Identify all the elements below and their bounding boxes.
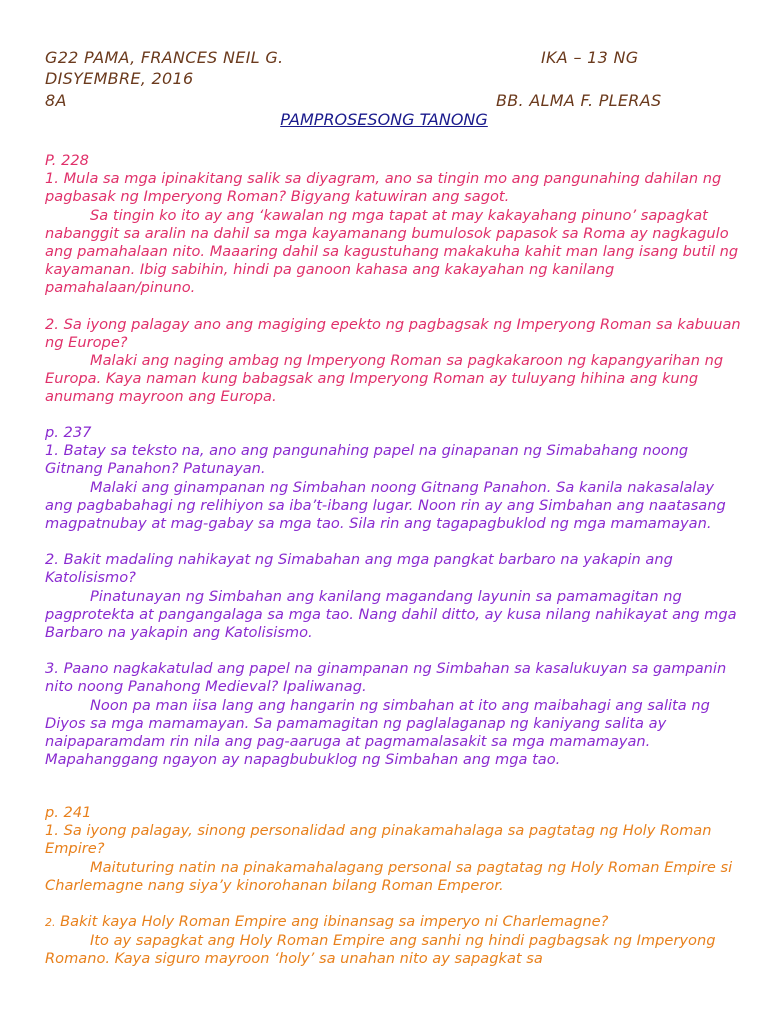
answer: Malaki ang ginampanan ng Simbahan noong Gitnang Panahon. Sa kanila nakasalalay ang pagbabahagi ng relihiyon sa iba’t-ibang lugar. Noon rin ay ang Simbahan ang naatasang magpatnubay at mag-gabay sa mga tao. Sila rin ang tagapagbuklod ng mga mamamayan. (45, 478, 726, 533)
question: 1. Sa iyong palagay, sinong personalidad ang pinakamahalaga sa pagtatag ng Holy Roman Empire? (45, 822, 712, 858)
student-name: G22 PAMA, FRANCES NEIL G. (45, 48, 284, 67)
answer: Ito ay sapagkat ang Holy Roman Empire ang sanhi ng hindi pagbagsak ng Imperyong Romano. Kaya siguro mayroon ‘holy’ sa unahan nito ay sapagkat sa (45, 932, 716, 968)
question: 1. Mula sa mga ipinakitang salik sa diyagram, ano sa tingin mo ang pangunahing dahilan ng pagbasak ng Imperyong Roman? Bigyang katuwiran ang sagot. (45, 170, 722, 206)
question: 2. Sa iyong palagay ano ang magiging epekto ng pagbagsak ng Imperyong Roman sa kabuuan ng Europe? (45, 315, 741, 351)
answer: Sa tingin ko ito ay ang ‘kawalan ng mga tapat at may kakayahang pinuno’ sapagkat nabanggit sa aralin na dahil sa mga kayamanang bumulosok papasok sa Roma ay nagkagulo ang pamahalaan nito. Maaaring dahil sa kagustuhang makakuha kahit man lang isang butil ng kayamanan. Ibig sabihin, hindi pa ganoon kahasa ang kakayahan ng kanilang pamahalaan/pinuno. (45, 206, 739, 297)
document-title: PAMPROSESONG TANONG (280, 110, 488, 129)
question-number: 2. (45, 916, 56, 930)
section-p237 (45, 424, 745, 769)
answer: Noon pa man iisa lang ang hangarin ng simbahan at ito ang maibahagi ang salita ng Diyos sa mga mamamayan. Sa pamamagitan ng paglalaganap ng kaniyang salita ay naipaparamdam rin nila ang pag-aaruga at pagmamalasakit sa mga mamamayan. Mapahanggang ngayon ay napagbubuklog ng Simbahan ang mga tao. (45, 696, 710, 769)
page-ref: p. 237 (45, 424, 92, 441)
section-p228 (45, 152, 745, 407)
teacher-name: BB. ALMA F. PLERAS (496, 91, 662, 110)
section-p241 (45, 804, 745, 969)
date-line-2: DISYEMBRE, 2016 (45, 69, 194, 88)
section-label: 8A (45, 91, 67, 110)
question (45, 913, 745, 932)
answer: Malaki ang naging ambag ng Imperyong Roman sa pagkakaroon ng kapangyarihan ng Europa. Kaya naman kung babagsak ang Imperyong Roman ay tuluyang hihina ang kung anumang mayroon ang Europa. (45, 352, 724, 406)
question-text: Bakit kaya Holy Roman Empire ang ibinansag sa imperyo ni Charlemagne? (55, 913, 609, 931)
answer: Pinatunayan ng Simbahan ang kanilang magandang layunin sa pamamagitan ng pagprotekta at pangangalaga sa mga tao. Nang dahil ditto, ay kusa nilang nahikayat ang mga Barbaro na yakapin ang Katolisismo. (45, 587, 737, 642)
date-line-1: IKA – 13 NG (541, 48, 639, 67)
question: 3. Paano nagkakatulad ang papel na ginampanan ng Simbahan sa kasalukuyan sa gampanin nito noong Panahong Medieval? Ipaliwanag. (45, 660, 727, 696)
page-ref: P. 228 (45, 152, 89, 169)
question: 2. Bakit madaling nahikayat ng Simabahan ang mga pangkat barbaro na yakapin ang Katolisismo? (45, 551, 673, 587)
page-ref: p. 241 (45, 804, 92, 821)
answer: Maituturing natin na pinakamahalagang personal sa pagtatag ng Holy Roman Empire si Charlemagne nang siya’y kinorohanan bilang Roman Emperor. (45, 858, 733, 894)
question: 1. Batay sa teksto na, ano ang pangunahing papel na ginapanan ng Simabahang noong Gitnang Panahon? Patunayan. (45, 442, 689, 478)
